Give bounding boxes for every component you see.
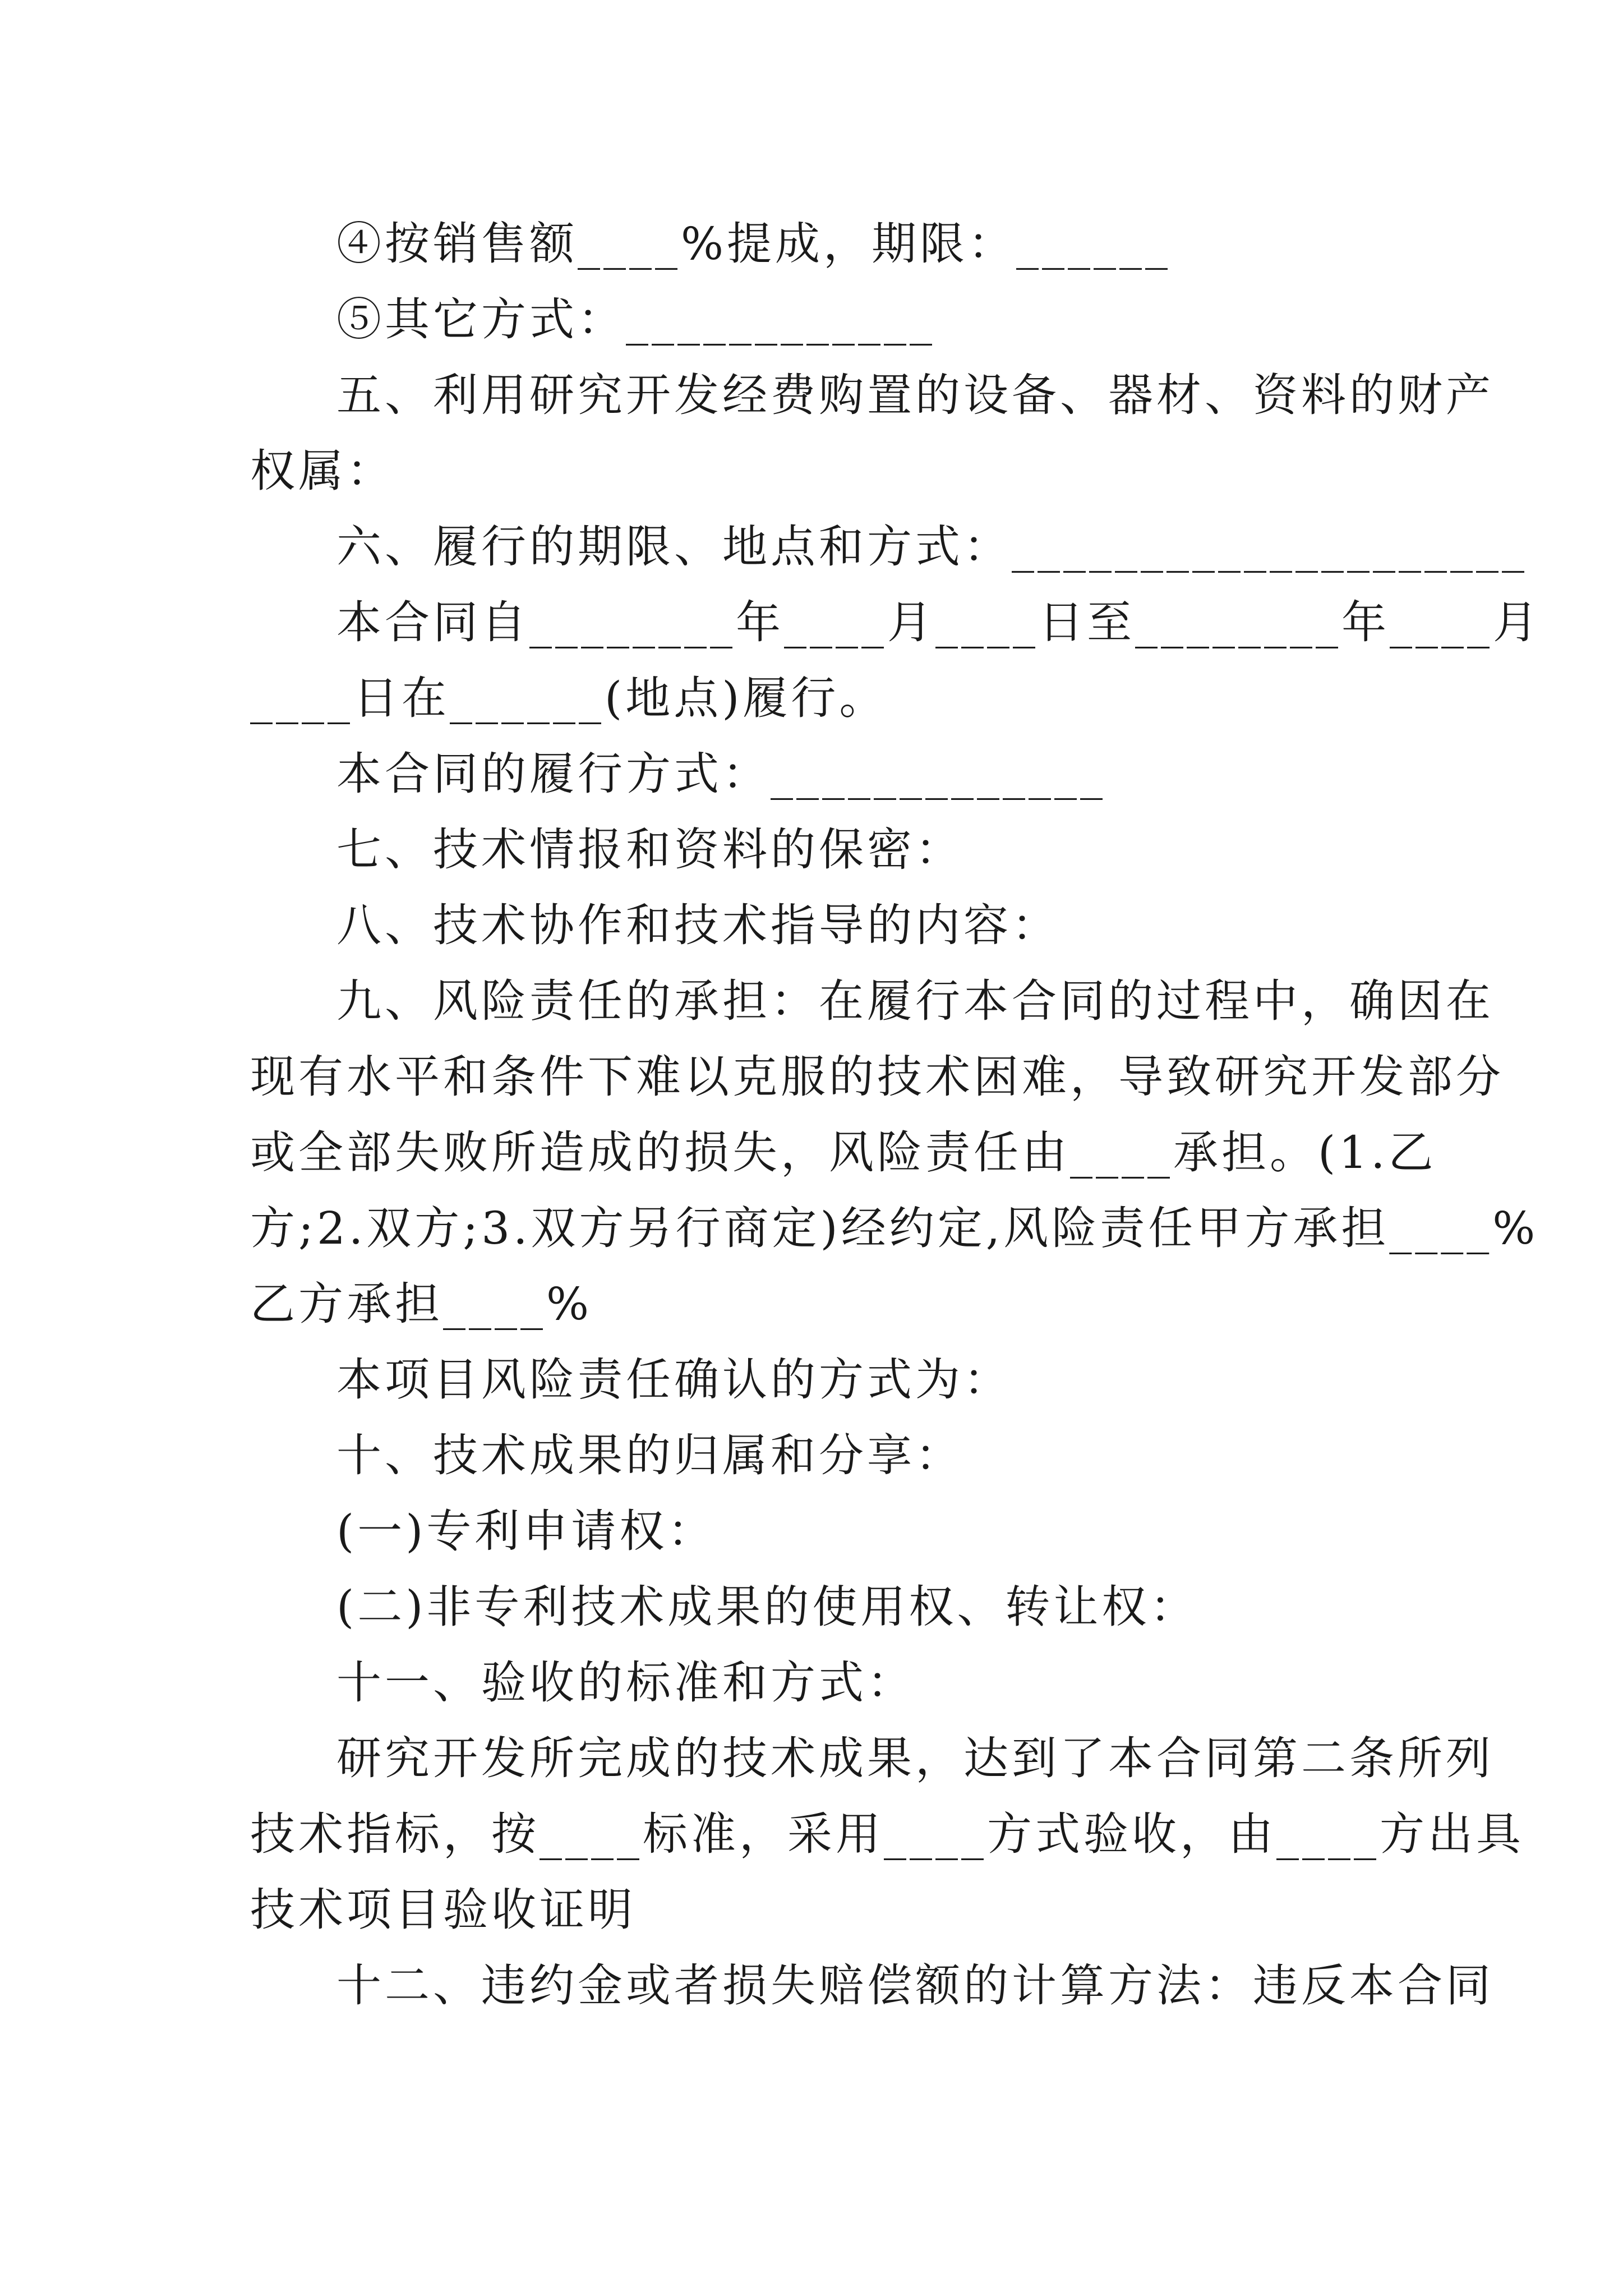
section-9-para-line-3: 或全部失败所造成的损失，风险责任由____承担。(1.乙 [250,1126,1437,1179]
contract-period-line: 本合同自________年____月____日至________年____月 [336,596,1541,648]
section-10-title: 十、技术成果的归属和分享： [336,1429,963,1481]
section-6-title: 六、履行的期限、地点和方式：____________________ [336,521,1528,573]
non-patent-right: (二)非专利技术成果的使用权、转让权： [336,1581,1198,1633]
section-11-title: 十一、验收的标准和方式： [336,1657,915,1709]
patent-right: (一)专利申请权： [336,1505,716,1557]
section-9-para-line-5: 乙方承担____% [250,1278,593,1330]
section-5-title: 五、利用研究开发经费购置的设备、器材、资料的财产 [336,369,1494,421]
contract-period-line-cont: ____日在______(地点)履行。 [250,672,888,724]
performance-method: 本合同的履行方式：_____________ [336,748,1106,800]
section-9-para-line-4: 方;2.双方;3.双方另行商定)经约定,风险责任甲方承担____% [250,1202,1539,1254]
acceptance-para-line-3: 技术项目验收证明 [250,1884,636,1936]
section-9-para-line-2: 现有水平和条件下难以克服的技术困难，导致研究开发部分 [250,1051,1504,1103]
section-7-title: 七、技术情报和资料的保密： [336,823,963,876]
acceptance-para-line-1: 研究开发所完成的技术成果，达到了本合同第二条所列 [336,1732,1494,1784]
clause-5-other-method: ⑤其它方式：____________ [336,293,935,346]
acceptance-para-line-2: 技术指标，按____标准，采用____方式验收，由____方出具 [250,1808,1524,1860]
section-8-title: 八、技术协作和技术指导的内容： [336,899,1060,951]
section-12-title: 十二、违约金或者损失赔偿额的计算方法：违反本合同 [336,1959,1494,2012]
section-5-title-cont: 权属： [250,445,395,497]
section-9-para-line-1: 九、风险责任的承担：在履行本合同的过程中，确因在 [336,975,1494,1027]
clause-4-sales-commission: ④按销售额____%提成，期限：______ [336,218,1172,270]
risk-confirmation: 本项目风险责任确认的方式为： [336,1354,1012,1406]
